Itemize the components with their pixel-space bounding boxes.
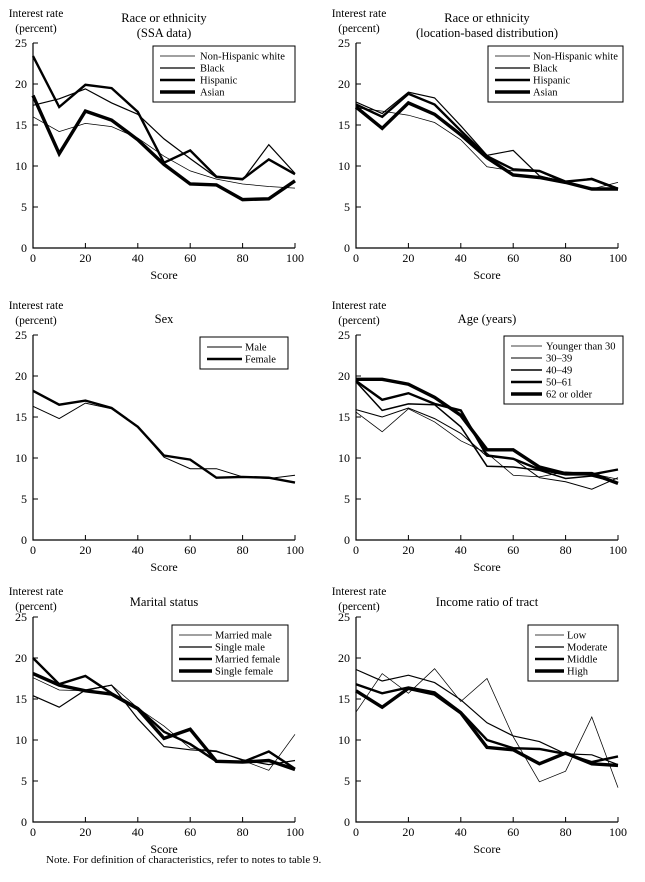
panel-race-ethnicity-ssa [0,0,322,292]
y-tick-label: 20 [15,651,27,665]
race-ethnicity-location-chart [323,0,645,292]
y-axis-label: (percent) [15,23,57,35]
series-line-female [33,391,295,483]
x-tick-label: 60 [507,825,520,839]
panel-subtitle: (SSA data) [136,26,192,40]
y-axis-label: Interest rate [8,586,64,598]
x-tick-label: 100 [286,543,304,557]
x-tick-label: 60 [184,825,197,839]
x-tick-label: 0 [353,543,359,557]
y-tick-label: 25 [338,328,350,342]
x-tick-label: 40 [454,251,467,265]
marital-status-chart [0,585,322,855]
x-tick-label: 40 [131,251,144,265]
legend-label: Hispanic [533,75,571,87]
y-tick-label: 0 [344,241,350,255]
y-tick-label: 5 [344,200,350,214]
legend-label: Black [533,63,558,75]
x-tick-label: 100 [609,543,627,557]
x-tick-label: 0 [353,825,359,839]
y-axis-label: Interest rate [331,586,387,598]
x-tick-label: 100 [609,825,627,839]
x-tick-label: 0 [30,543,36,557]
series-line-non-hispanic-white [33,117,295,188]
x-tick-label: 80 [559,825,572,839]
y-axis-label: Interest rate [8,8,64,20]
x-tick-label: 40 [131,543,144,557]
panel-race-ethnicity-location [323,0,645,292]
y-tick-label: 25 [15,610,27,624]
series-line-non-hispanic-white [356,108,618,189]
panel-age [323,292,645,585]
x-axis-label: Score [150,560,178,574]
x-tick-label: 60 [184,251,197,265]
y-tick-label: 10 [15,733,27,747]
series-line-hispanic [356,94,618,189]
legend-label: Hispanic [200,75,238,87]
series-line-low [356,666,618,788]
age-chart [323,292,645,584]
y-tick-label: 0 [344,533,350,547]
x-axis-label: Score [150,842,178,855]
income-ratio-of-tract-chart [323,585,645,855]
figure-note: Note. For definition of characteristics, refer to notes to table 9. [46,854,322,866]
y-tick-label: 20 [15,369,27,383]
y-axis-label: (percent) [15,315,57,327]
y-tick-label: 25 [338,610,350,624]
race-ethnicity-ssa-chart [0,0,322,292]
y-tick-label: 25 [338,36,350,50]
series-line-asian [33,96,295,200]
x-tick-label: 40 [454,543,467,557]
x-tick-label: 60 [184,543,197,557]
y-tick-label: 5 [21,200,27,214]
series-line-single-male [33,685,295,765]
y-tick-label: 15 [338,118,350,132]
legend-label: Male [245,342,267,354]
panel-subtitle: (location-based distribution) [416,26,558,40]
x-tick-label: 20 [402,251,415,265]
x-tick-label: 20 [402,825,415,839]
y-axis-label: (percent) [338,23,380,35]
y-tick-label: 15 [338,410,350,424]
y-tick-label: 15 [15,410,27,424]
legend-label: Middle [567,654,598,666]
legend-label: Non-Hispanic white [200,51,285,63]
x-tick-label: 100 [286,251,304,265]
legend-label: Non-Hispanic white [533,51,618,63]
legend-label: Black [200,63,225,75]
x-tick-label: 100 [609,251,627,265]
y-tick-label: 10 [15,451,27,465]
series-line-younger-than-30 [356,409,618,480]
panel-title: Age (years) [457,312,517,326]
legend-label: Single female [215,666,274,678]
y-axis-label: Interest rate [331,300,387,312]
x-tick-label: 80 [559,543,572,557]
x-tick-label: 40 [131,825,144,839]
legend-label: High [567,666,588,678]
x-tick-label: 80 [559,251,572,265]
panel-title: Sex [154,312,174,326]
y-axis-label: Interest rate [8,300,64,312]
y-tick-label: 0 [21,533,27,547]
y-tick-label: 0 [21,241,27,255]
y-tick-label: 25 [15,328,27,342]
x-tick-label: 40 [454,825,467,839]
y-tick-label: 10 [15,159,27,173]
y-axis-label: (percent) [338,601,380,613]
x-tick-label: 20 [79,251,92,265]
panel-title: Race or ethnicity [444,11,530,25]
x-axis-label: Score [473,842,501,855]
legend-label: Female [245,354,276,366]
legend-label: 62 or older [546,389,593,401]
y-tick-label: 20 [338,77,350,91]
legend-label: Low [567,630,587,642]
legend-label: 30–39 [546,353,573,365]
x-tick-label: 60 [507,543,520,557]
x-tick-label: 0 [353,251,359,265]
series-line-male [33,403,295,478]
y-tick-label: 20 [338,651,350,665]
y-tick-label: 15 [15,692,27,706]
y-tick-label: 0 [344,815,350,829]
legend-label: Younger than 30 [546,341,616,353]
y-tick-label: 20 [15,77,27,91]
panel-income-ratio-of-tract [323,585,645,855]
y-axis-label: (percent) [338,315,380,327]
y-tick-label: 5 [344,492,350,506]
y-tick-label: 20 [338,369,350,383]
y-tick-label: 5 [21,774,27,788]
y-tick-label: 25 [15,36,27,50]
panel-title: Income ratio of tract [435,595,539,609]
legend-label: Single male [215,642,265,654]
legend-label: 50–61 [546,377,573,389]
legend-label: Married male [215,630,272,642]
legend-label: 40–49 [546,365,573,377]
x-tick-label: 80 [236,251,249,265]
y-tick-label: 10 [338,733,350,747]
legend-label: Asian [200,87,225,99]
legend-label: Moderate [567,642,608,654]
x-tick-label: 0 [30,825,36,839]
x-tick-label: 60 [507,251,520,265]
y-tick-label: 0 [21,815,27,829]
y-axis-label: (percent) [15,601,57,613]
x-tick-label: 80 [236,543,249,557]
y-tick-label: 5 [344,774,350,788]
series-line-single-female [33,674,295,770]
panel-title: Race or ethnicity [121,11,207,25]
x-tick-label: 20 [79,543,92,557]
legend-label: Asian [533,87,558,99]
x-tick-label: 20 [402,543,415,557]
legend-label: Married female [215,654,281,666]
sex-chart [0,292,322,584]
x-tick-label: 20 [79,825,92,839]
panel-sex [0,292,322,585]
y-tick-label: 10 [338,159,350,173]
x-axis-label: Score [473,268,501,282]
y-tick-label: 15 [15,118,27,132]
x-tick-label: 0 [30,251,36,265]
x-tick-label: 100 [286,825,304,839]
y-tick-label: 10 [338,451,350,465]
series-line-asian [356,103,618,189]
y-tick-label: 15 [338,692,350,706]
y-axis-label: Interest rate [331,8,387,20]
x-axis-label: Score [150,268,178,282]
x-axis-label: Score [473,560,501,574]
y-tick-label: 5 [21,492,27,506]
panel-marital-status [0,585,322,855]
x-tick-label: 80 [236,825,249,839]
panel-title: Marital status [129,595,199,609]
